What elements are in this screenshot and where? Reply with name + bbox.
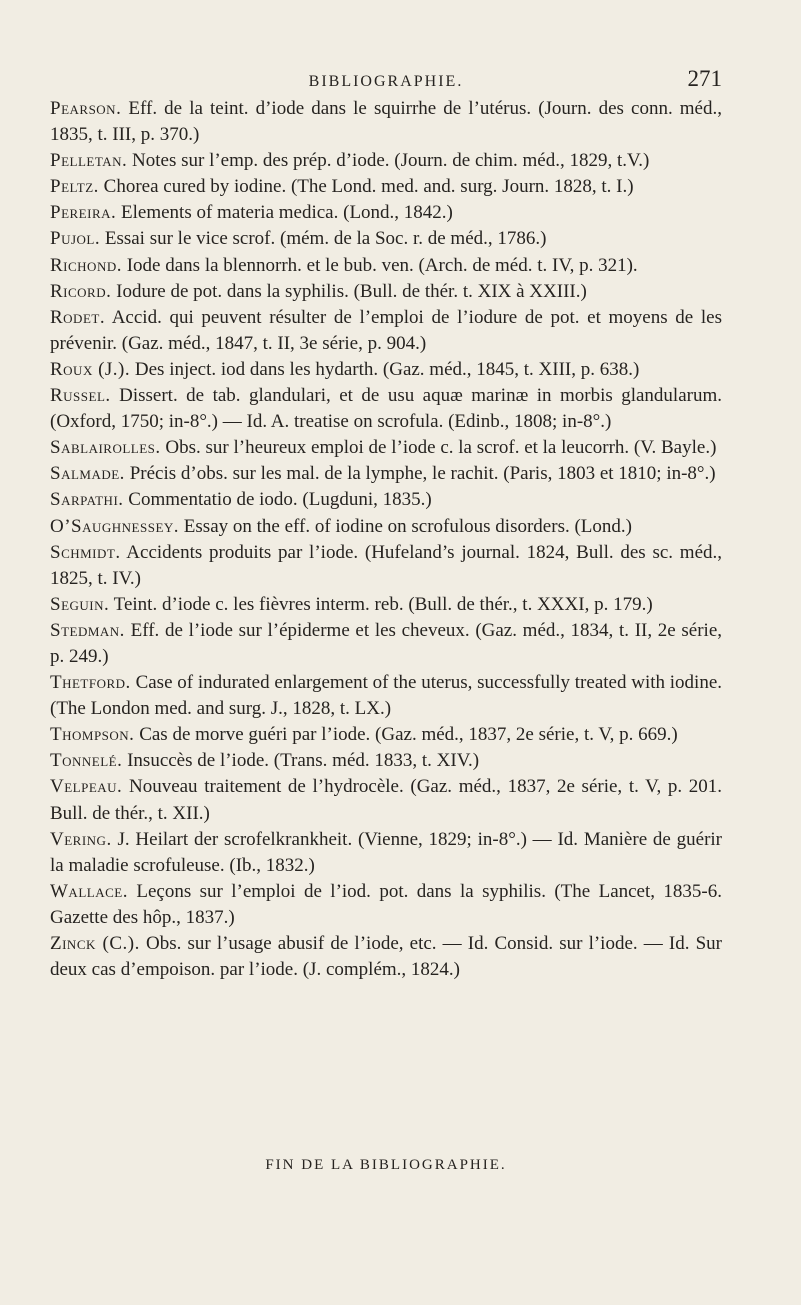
entry-author: Pearson.: [50, 98, 122, 119]
entry-author: Pereira.: [50, 202, 117, 224]
bibliography-entry: [50, 827, 722, 879]
entry-author: Velpeau.: [50, 776, 123, 798]
bibliography-entry: [50, 435, 722, 461]
entry-author: Pujol.: [50, 228, 101, 250]
entry-text: Des inject. iod dans les hydarth. (Gaz. méd., 1845, t. XIII, p. 638.): [130, 358, 640, 380]
entry-text: Nouveau traitement de l’hydrocèle. (Gaz. méd., 1837, 2e série, t. V, p. 201. Bull. de thér., t. XII.): [50, 776, 722, 824]
bibliography-entry: [50, 670, 722, 722]
entry-text: Essay on the eff. of iodine on scrofulous disorders. (Lond.): [179, 515, 632, 537]
entry-author: Peltz.: [50, 176, 99, 198]
bibliography-entry: [50, 200, 722, 226]
bibliography-entry: [50, 148, 722, 174]
entry-text: J. Heilart der scrofelkrankheit. (Vienne, 1829; in-8°.) — Id. Manière de guérir la maladie scrofuleuse. (Ib., 1832.): [50, 828, 722, 876]
bibliography-list: [50, 96, 722, 983]
entry-text: Essai sur le vice scrof. (mém. de la Soc. r. de méd., 1786.): [100, 228, 547, 250]
bibliography-entry: [50, 279, 722, 305]
entry-author: Wallace.: [50, 880, 128, 902]
bibliography-entry: [50, 540, 722, 592]
page-header: [50, 66, 722, 96]
bibliography-entry: [50, 618, 722, 670]
bibliography-entry: [50, 722, 722, 748]
bibliography-entry: [50, 174, 722, 200]
end-of-bibliography: FIN DE LA BIBLIOGRAPHIE.: [265, 1157, 507, 1173]
entry-text: Iode dans la blennorrh. et le bub. ven. (Arch. de méd. t. IV, p. 321).: [121, 254, 638, 276]
entry-author: Seguin.: [50, 593, 110, 615]
entry-author: Thetford.: [50, 672, 131, 694]
entry-author: Stedman.: [50, 619, 125, 641]
bibliography-entry: [50, 879, 722, 931]
bibliography-entry: [50, 748, 722, 774]
entry-text: Obs. sur l’usage abusif de l’iode, etc. — Id. Consid. sur l’iode. — Id. Sur deux cas d’empoison. par l’iode. (J. complém., 1824.): [50, 933, 722, 981]
bibliography-entry: [50, 383, 722, 435]
entry-text: Insuccès de l’iode. (Trans. méd. 1833, t. XIV.): [122, 750, 480, 772]
entry-author: Ricord.: [50, 280, 112, 302]
bibliography-entry: [50, 96, 722, 148]
entry-author: Sarpathi.: [50, 489, 124, 511]
entry-author: Schmidt.: [50, 541, 121, 563]
entry-text: Iodure de pot. dans la syphilis. (Bull. de thér. t. XIX à XXIII.): [111, 280, 587, 302]
entry-text: Dissert. de tab. glandulari, et de usu aquæ marinæ in morbis glandularum. (Oxford, 1750; in-8°.) — Id. A. treatise on scrofula. (Edinb., 1808; in-8°.): [50, 385, 722, 433]
entry-text: Eff. de la teint. d’iode dans le squirrhe de l’utérus. (Journ. des conn. méd., 1835, t. III, p. 370.): [50, 98, 722, 146]
bibliography-entry: [50, 487, 722, 513]
entry-author: Roux (J.).: [50, 358, 131, 380]
running-head: BIBLIOGRAPHIE.: [308, 73, 464, 90]
entry-text: Leçons sur l’emploi de l’iod. pot. dans la syphilis. (The Lancet, 1835-6. Gazette des hôp., 1837.): [50, 880, 722, 928]
bibliography-entry: [50, 253, 722, 279]
bibliography-entry: [50, 514, 722, 540]
bibliography-entry: [50, 461, 722, 487]
entry-text: Case of indurated enlargement of the uterus, successfully treated with iodine. (The London med. and surg. J., 1828, t. LX.): [50, 672, 722, 720]
entry-text: Notes sur l’emp. des prép. d’iode. (Journ. de chim. méd., 1829, t.V.): [127, 150, 650, 172]
bibliography-entry: [50, 931, 722, 983]
entry-text: Précis d’obs. sur les mal. de la lymphe, le rachit. (Paris, 1803 et 1810; in-8°.): [124, 463, 716, 485]
entry-text: Chorea cured by iodine. (The Lond. med. and. surg. Journ. 1828, t. I.): [98, 176, 634, 198]
entry-author: Vering.: [50, 828, 112, 850]
entry-author: Tonnelé.: [50, 750, 123, 772]
entry-text: Obs. sur l’heureux emploi de l’iode c. la scrof. et la leucorrh. (V. Bayle.): [160, 437, 717, 459]
entry-text: Teint. d’iode c. les fièvres interm. reb. (Bull. de thér., t. XXXI, p. 179.): [109, 593, 653, 615]
entry-text: Commentatio de iodo. (Lugduni, 1835.): [123, 489, 432, 511]
entry-author: Richond.: [50, 254, 122, 276]
bibliography-entry: [50, 226, 722, 252]
entry-author: Sablairolles.: [50, 437, 161, 459]
bibliography-entry: [50, 305, 722, 357]
entry-text: Eff. de l’iode sur l’épiderme et les cheveux. (Gaz. méd., 1834, t. II, 2e série, p. 249.): [50, 619, 722, 667]
entry-author: Thompson.: [50, 724, 135, 746]
entry-author: Zinck (C.).: [50, 933, 140, 954]
entry-text: Accid. qui peuvent résulter de l’emploi de l’iodure de pot. et moyens de les prévenir. (Gaz. méd., 1847, t. II, 3e série, p. 904.): [50, 306, 722, 354]
bibliography-entry: [50, 592, 722, 618]
page-number: 271: [687, 66, 722, 91]
entry-text: Cas de morve guéri par l’iode. (Gaz. méd., 1837, 2e série, t. V, p. 669.): [134, 724, 678, 746]
entry-author: Pelletan.: [50, 150, 128, 172]
entry-author: Rodet.: [50, 306, 106, 328]
entry-author: Salmade.: [50, 463, 125, 485]
entry-text: Elements of materia medica. (Lond., 1842.): [116, 202, 453, 224]
entry-text: Accidents produits par l’iode. (Hufeland’s journal. 1824, Bull. des sc. méd., 1825, t. IV.): [50, 541, 722, 589]
entry-author: O’Saughnessey.: [50, 515, 180, 537]
bibliography-entry: [50, 357, 722, 383]
entry-author: Russel.: [50, 385, 111, 407]
bibliography-entry: [50, 774, 722, 826]
